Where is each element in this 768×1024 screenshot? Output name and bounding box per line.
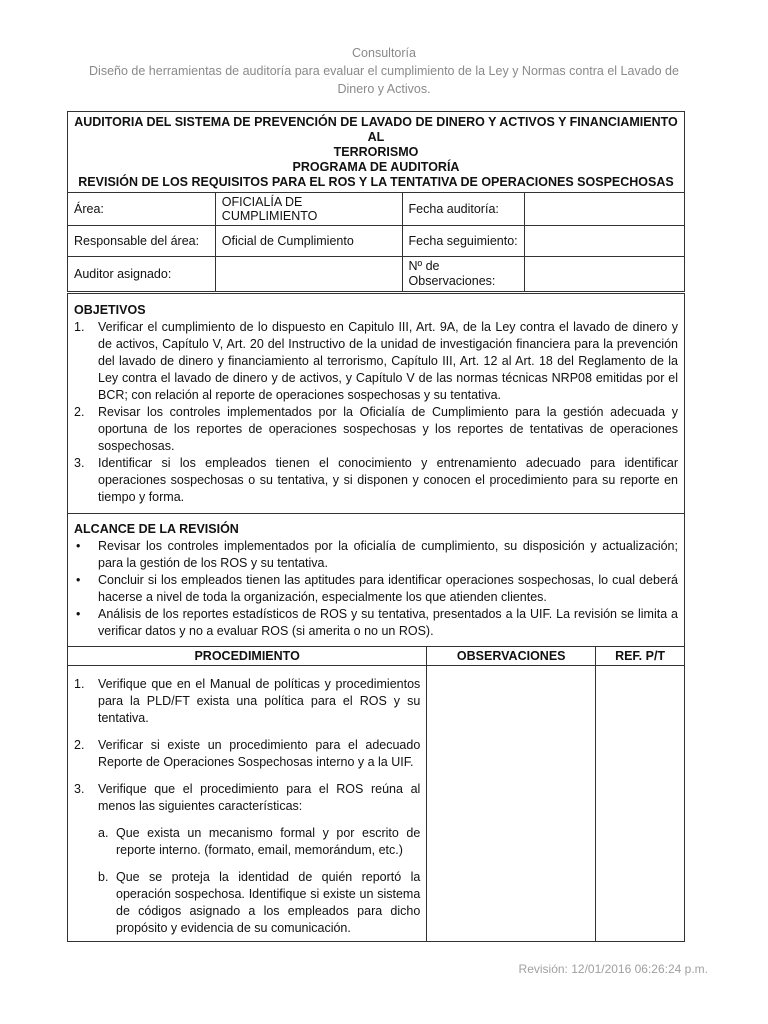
alcance-item: • Concluir si los empleados tienen las aptitudes para identificar operaciones sospechosas, lo cual deberá hacerse a nivel de toda la organización, especialmente los que atienden clientes.	[76, 573, 678, 604]
alcance-item: • Revisar los controles implementados por la oficialía de cumplimiento, su disposición y actualización; para la gestión de los ROS y su tentativa.	[76, 539, 678, 570]
col-ref: REF. P/T	[596, 647, 685, 666]
auditor-value	[215, 257, 402, 292]
alcance-list	[74, 538, 678, 640]
title-line-4: REVISIÓN DE LOS REQUISITOS PARA EL ROS Y LA TENTATIVA DE OPERACIONES SOSPECHOSAS	[78, 175, 674, 189]
alcance-title: ALCANCE DE LA REVISIÓN	[74, 522, 239, 536]
objetivo-item: 1. Verificar el cumplimiento de lo dispuesto en Capitulo III, Art. 9A, de la Ley contra el lavado de dinero y de activos, Capítulo V, Art. 20 del Instructivo de la unidad de investigación financiera para la prevención del lavado de dinero y financiamiento al terrorismo, Capítulo III, Art. 12 al Art. 18 del Reglamento de la Ley contra el lavado de dinero y de activos, y Capítulo V de las normas técnicas NRP08 emitidas por el BCR; con relación al reporte de operaciones sospechosas y su tentativa.	[74, 320, 678, 402]
title-line-2: TERRORISMO	[333, 145, 419, 159]
objetivo-item: 2. Revisar los controles implementados por la Oficialía de Cumplimiento para la gestión adecuada y oportuna de los reportes de operaciones sospechosas y los reportes de tentativas de operaciones sospechosas.	[74, 405, 678, 453]
auditor-label: Auditor asignado:	[68, 257, 216, 292]
alcance-item: • Análisis de los reportes estadísticos de ROS y su tentativa, presentados a la UIF. La revisión se limita a verificar datos y no a evaluar ROS (si amerita o no un ROS).	[76, 607, 678, 638]
audit-program-table	[67, 293, 685, 942]
header-subtitle-cont: Dinero y Activos.	[337, 82, 431, 96]
observaciones-cell	[427, 666, 596, 942]
page-header	[60, 44, 708, 98]
fecha-seguimiento-value	[525, 226, 685, 257]
observaciones-value	[525, 257, 685, 292]
ref-cell	[596, 666, 685, 942]
responsable-label: Responsable del área:	[68, 226, 216, 257]
objetivos-section	[68, 294, 685, 514]
title-line-3: PROGRAMA DE AUDITORÍA	[292, 160, 460, 174]
col-procedimiento: PROCEDIMIENTO	[68, 647, 427, 666]
area-label: Área:	[68, 193, 216, 226]
procedimiento-cell	[68, 666, 427, 942]
fecha-auditoria-value	[525, 193, 685, 226]
procedure-substep: a. Que exista un mecanismo formal y por escrito de reporte interno. (formato, email, memorándum, etc.)	[98, 826, 421, 857]
observaciones-label: Nº de Observaciones:	[402, 257, 525, 292]
objetivo-item: 3. Identificar si los empleados tienen el conocimiento y entrenamiento adecuado para identificar operaciones sospechosas o su tentativa, y si disponen y conocen el procedimiento para su reporte en tiempo y forma.	[74, 456, 678, 504]
responsable-value: Oficial de Cumplimiento	[215, 226, 402, 257]
title-line-1: AUDITORIA DEL SISTEMA DE PREVENCIÓN DE LAVADO DE DINERO Y ACTIVOS Y FINANCIAMIENTO AL	[74, 115, 678, 144]
revision-footer: Revisión: 12/01/2016 06:26:24 p.m.	[518, 962, 708, 976]
audit-info-table	[67, 111, 685, 292]
procedure-step: 2. Verificar si existe un procedimiento para el adecuado Reporte de Operaciones Sospechosas interno y a la UIF.	[74, 738, 421, 769]
objetivos-list	[74, 319, 678, 506]
objetivos-title: OBJETIVOS	[74, 303, 146, 317]
header-subtitle: Diseño de herramientas de auditoría para evaluar el cumplimiento de la Ley y Normas contra el Lavado de	[89, 64, 679, 78]
procedure-step: 1. Verifique que en el Manual de políticas y procedimientos para la PLD/FT exista una política para el ROS y su tentativa.	[74, 677, 421, 725]
alcance-section	[68, 514, 685, 647]
col-observaciones: OBSERVACIONES	[427, 647, 596, 666]
fecha-auditoria-label: Fecha auditoría:	[402, 193, 525, 226]
header-consultoria: Consultoría	[352, 46, 416, 60]
procedure-step: 3. Verifique que el procedimiento para el ROS reúna al menos las siguientes características:	[74, 782, 421, 813]
procedure-substep: b. Que se proteja la identidad de quién reportó la operación sospechosa. Identifique si existe un sistema de códigos asignado a los empleados para dicho propósito y evidencia de su comunicación.	[98, 870, 421, 935]
fecha-seguimiento-label: Fecha seguimiento:	[402, 226, 525, 257]
area-value: OFICIALÍA DE CUMPLIMIENTO	[215, 193, 402, 226]
program-title	[68, 112, 685, 193]
